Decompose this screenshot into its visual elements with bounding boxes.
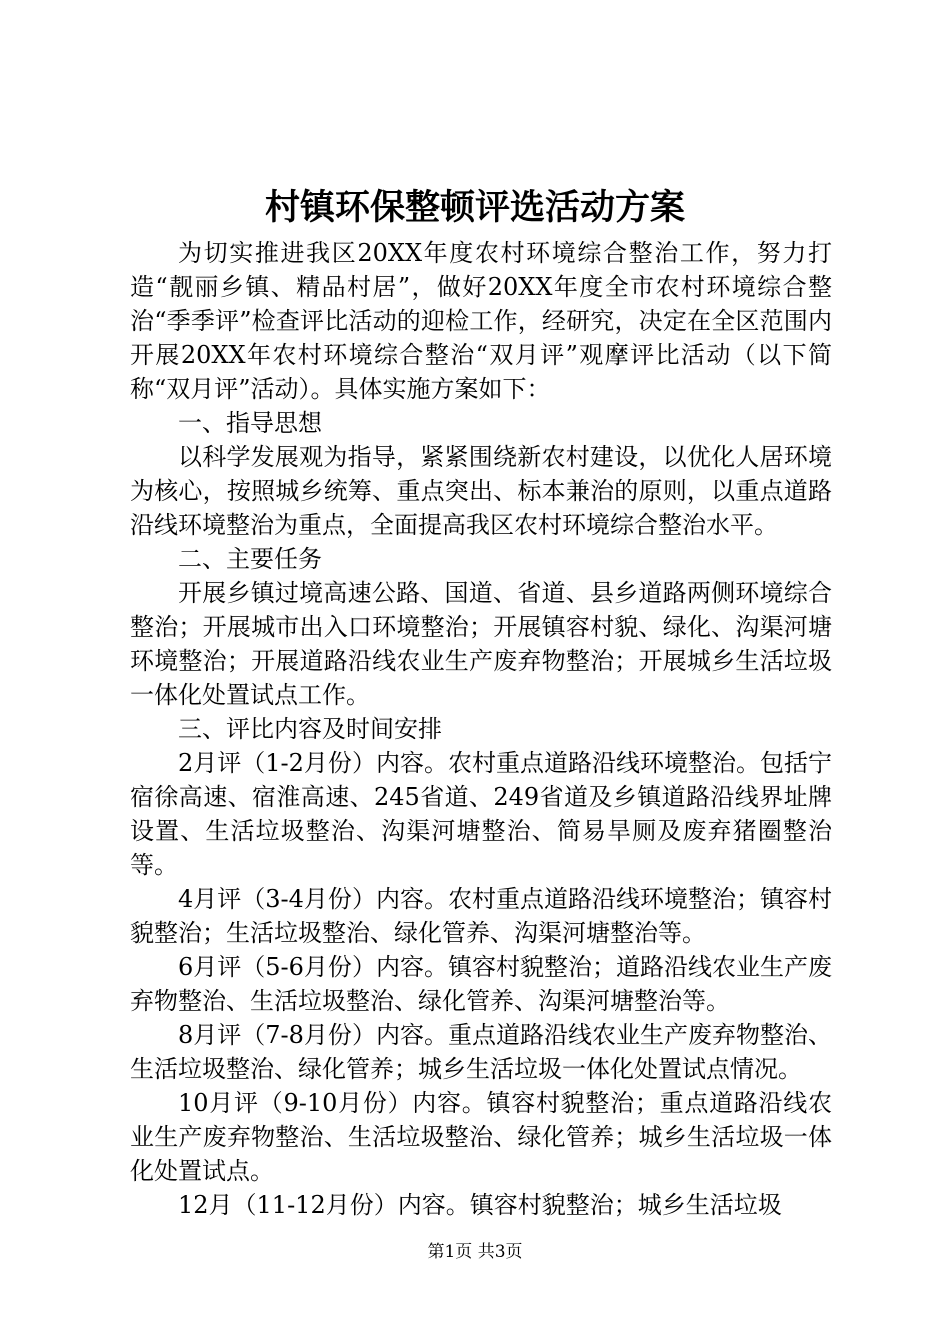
paragraph-main-tasks: 开展乡镇过境高速公路、国道、省道、县乡道路两侧环境综合整治；开展城市出入口环境整治；开展镇容村貌、绿化、沟渠河塘环境整治；开展道路沿线农业生产废弃物整治；开展城乡生活垃圾一体化处置试点工作。	[130, 579, 832, 709]
paragraph-intro: 为切实推进我区20XX年度农村环境综合整治工作，努力打造“靓丽乡镇、精品村居”，做好20XX年度全市农村环境综合整治“季季评”检查评比活动的迎检工作，经研究，决定在全区范围内开展20XX年农村环境综合整治“双月评”观摩评比活动（以下简称“双月评”活动）。具体实施方案如下：	[130, 239, 832, 403]
paragraph-guiding-ideology: 以科学发展观为指导，紧紧围绕新农村建设，以优化人居环境为核心，按照城乡统筹、重点突出、标本兼治的原则，以重点道路沿线环境整治为重点，全面提高我区农村环境综合整治水平。	[130, 443, 832, 539]
paragraph-dec-evaluation: 12月（11-12月份）内容。镇容村貌整治；城乡生活垃圾	[178, 1191, 782, 1219]
paragraph-oct-evaluation: 10月评（9-10月份）内容。镇容村貌整治；重点道路沿线农业生产废弃物整治、生活垃圾整治、绿化管养；城乡生活垃圾一体化处置试点。	[130, 1089, 832, 1185]
heading-main-tasks: 二、主要任务	[178, 545, 322, 573]
document-title: 村镇环保整顿评选活动方案	[264, 187, 685, 228]
paragraph-feb-evaluation: 2月评（1-2月份）内容。农村重点道路沿线环境整治。包括宁宿徐高速、宿淮高速、245省道、249省道及乡镇道路沿线界址牌设置、生活垃圾整治、沟渠河塘整治、简易旱厕及废弃猪圈整治等。	[130, 749, 832, 879]
paragraph-aug-evaluation: 8月评（7-8月份）内容。重点道路沿线农业生产废弃物整治、生活垃圾整治、绿化管养；城乡生活垃圾一体化处置试点情况。	[130, 1021, 832, 1083]
page-footer: 第1页 共3页	[427, 1242, 523, 1262]
heading-evaluation-schedule: 三、评比内容及时间安排	[178, 715, 442, 743]
document-body	[130, 236, 832, 1222]
paragraph-apr-evaluation: 4月评（3-4月份）内容。农村重点道路沿线环境整治；镇容村貌整治；生活垃圾整治、绿化管养、沟渠河塘整治等。	[130, 885, 832, 947]
paragraph-jun-evaluation: 6月评（5-6月份）内容。镇容村貌整治；道路沿线农业生产废弃物整治、生活垃圾整治、绿化管养、沟渠河塘整治等。	[130, 953, 832, 1015]
heading-guiding-ideology: 一、指导思想	[178, 409, 322, 437]
